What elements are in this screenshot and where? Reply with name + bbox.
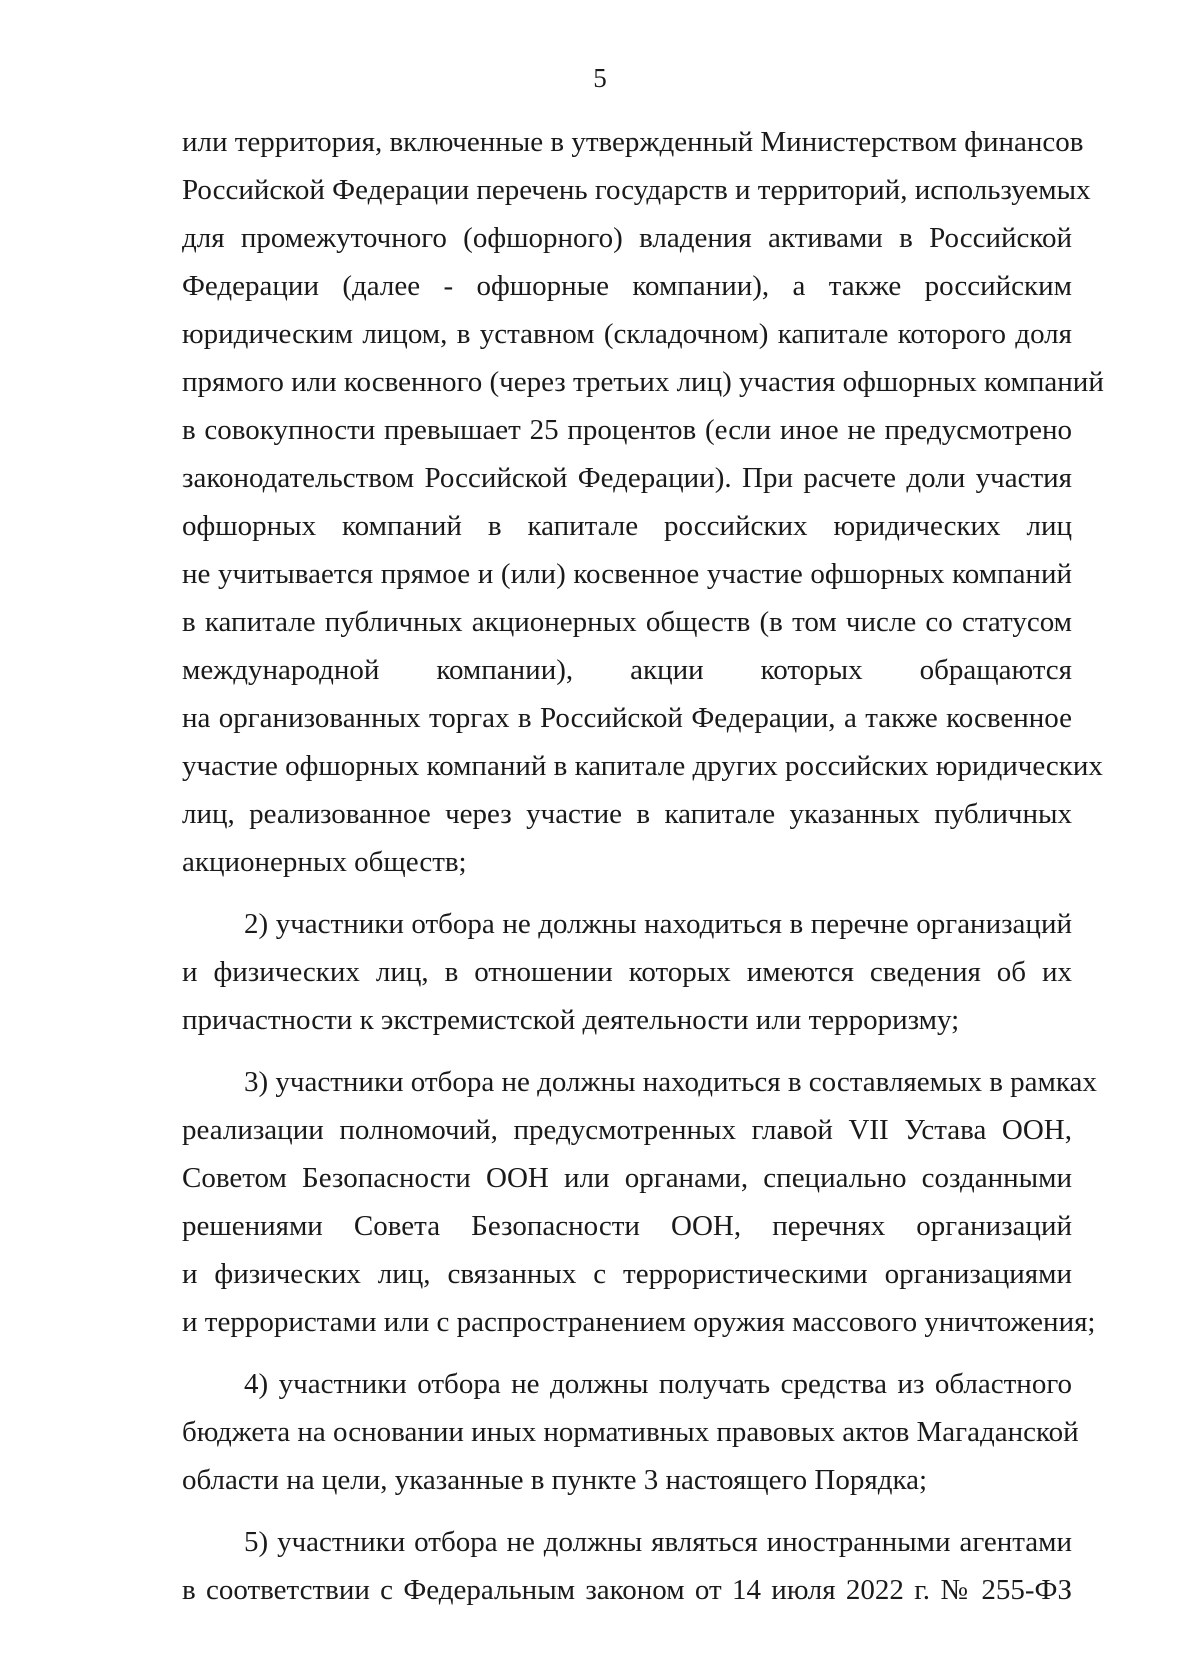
text-line: акционерных обществ; — [182, 846, 467, 878]
document-body — [182, 118, 1104, 1614]
paragraph-offshore-continuation — [182, 118, 1104, 886]
text-line: для промежуточного (офшорного) владения активами в Российской — [182, 222, 1072, 254]
text-line: 2) участники отбора не должны находиться в перечне организаций — [244, 908, 1072, 940]
text-line: Российской Федерации перечень государств и территорий, используемых — [182, 174, 1091, 206]
text-line: причастности к экстремистской деятельности или терроризму; — [182, 1004, 960, 1036]
paragraph-spacer — [182, 886, 1072, 900]
text-line: лиц, реализованное через участие в капитале указанных публичных — [182, 798, 1072, 830]
text-line: 5) участники отбора не должны являться иностранными агентами — [244, 1526, 1072, 1558]
text-line: Федерации (далее - офшорные компании), а также российским — [182, 270, 1072, 302]
paragraph-item-4 — [182, 1360, 1079, 1504]
text-line: и физических лиц, в отношении которых имеются сведения об их — [182, 956, 1072, 988]
text-line: в совокупности превышает 25 процентов (если иное не предусмотрено — [182, 414, 1072, 446]
text-line: законодательством Российской Федерации). При расчете доли участия — [182, 462, 1072, 494]
paragraph-spacer — [182, 1346, 1072, 1360]
text-line: в соответствии с Федеральным законом от 14 июля 2022 г. № 255-ФЗ — [182, 1574, 1072, 1606]
text-line: на организованных торгах в Российской Федерации, а также косвенное — [182, 702, 1072, 734]
page-number: 5 — [593, 63, 607, 93]
text-line: офшорных компаний в капитале российских юридических лиц — [182, 510, 1072, 542]
text-line: или территория, включенные в утвержденный Министерством финансов — [182, 126, 1084, 158]
text-line: прямого или косвенного (через третьих лиц) участия офшорных компаний — [182, 366, 1104, 398]
paragraph-item-2 — [182, 900, 1072, 1044]
paragraph-item-3 — [182, 1058, 1097, 1346]
text-line: не учитывается прямое и (или) косвенное участие офшорных компаний — [182, 558, 1072, 590]
text-line: международной компании), акции которых обращаются — [182, 654, 1072, 686]
text-line: юридическим лицом, в уставном (складочном) капитале которого доля — [182, 318, 1072, 350]
paragraph-spacer — [182, 1504, 1072, 1518]
text-line: 4) участники отбора не должны получать средства из областного — [244, 1368, 1072, 1400]
text-line: бюджета на основании иных нормативных правовых актов Магаданской — [182, 1416, 1079, 1448]
text-line: в капитале публичных акционерных обществ (в том числе со статусом — [182, 606, 1072, 638]
paragraph-spacer — [182, 1044, 1072, 1058]
text-line: решениями Совета Безопасности ООН, перечнях организаций — [182, 1210, 1072, 1242]
text-line: и террористами или с распространением оружия массового уничтожения; — [182, 1306, 1096, 1338]
paragraph-item-5 — [182, 1518, 1072, 1614]
text-line: реализации полномочий, предусмотренных главой VII Устава ООН, — [182, 1114, 1072, 1146]
text-line: Советом Безопасности ООН или органами, специально созданными — [182, 1162, 1072, 1194]
text-line: и физических лиц, связанных с террористическими организациями — [182, 1258, 1072, 1290]
text-line: области на цели, указанные в пункте 3 настоящего Порядка; — [182, 1464, 928, 1496]
text-line: 3) участники отбора не должны находиться в составляемых в рамках — [244, 1066, 1097, 1098]
text-line: участие офшорных компаний в капитале других российских юридических — [182, 750, 1103, 782]
